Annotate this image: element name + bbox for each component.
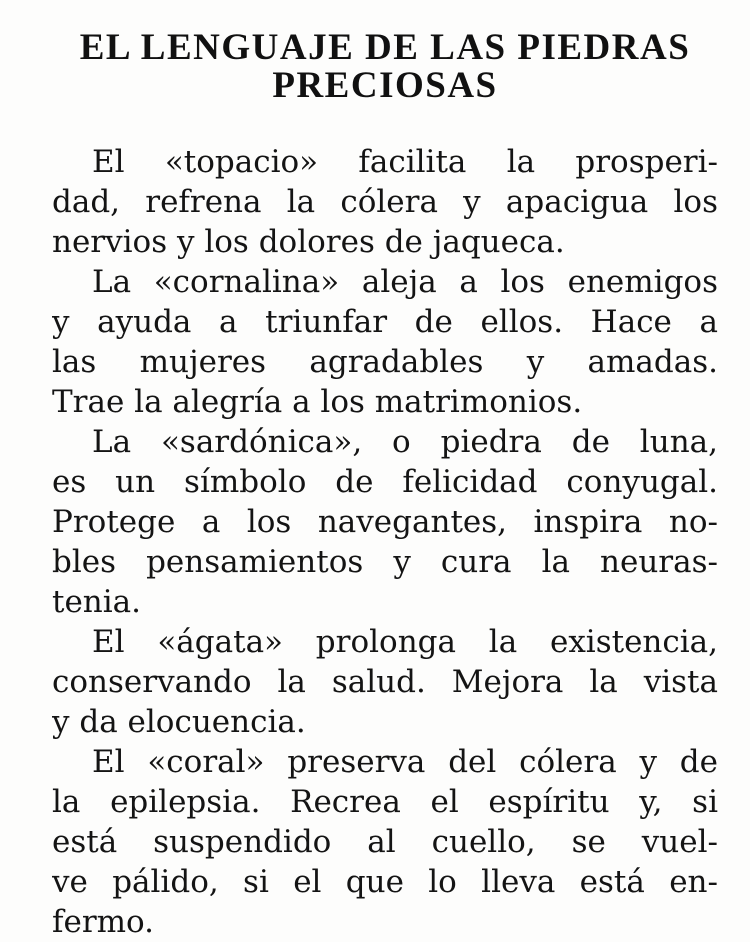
article-title-line-1: EL LENGUAJE DE LAS PIEDRAS <box>79 27 691 68</box>
text-line: y da elocuencia. <box>52 704 306 740</box>
text-line: El «ágata» prolonga la existencia, <box>92 624 718 660</box>
text-line: las mujeres agradables y amadas. <box>52 344 718 380</box>
text-line: bles pensamientos y cura la neuras- <box>52 544 718 580</box>
article-title-line-2: PRECIOSAS <box>272 65 498 106</box>
text-line: y ayuda a triunfar de ellos. Hace a <box>52 304 718 340</box>
article-body <box>52 142 718 942</box>
text-line: La «sardónica», o piedra de luna, <box>92 424 718 460</box>
text-line: dad, refrena la cólera y apacigua los <box>52 184 718 220</box>
text-line: Trae la alegría a los matrimonios. <box>52 384 583 420</box>
text-line: fermo. <box>52 904 155 940</box>
text-line: ve pálido, si el que lo lleva está en- <box>52 864 718 900</box>
text-line: nervios y los dolores de jaqueca. <box>52 224 565 260</box>
text-line: la epilepsia. Recrea el espíritu y, si <box>52 784 718 820</box>
text-line: El «coral» preserva del cólera y de <box>92 744 718 780</box>
text-line: tenia. <box>52 584 142 620</box>
text-line: Protege a los navegantes, inspira no- <box>52 504 718 540</box>
text-line: es un símbolo de felicidad conyugal. <box>52 464 718 500</box>
text-line: El «topacio» facilita la prosperi- <box>92 144 718 180</box>
text-line: La «cornalina» aleja a los enemigos <box>92 264 718 300</box>
text-line: está suspendido al cuello, se vuel- <box>52 824 718 860</box>
text-line: conservando la salud. Mejora la vista <box>52 664 718 700</box>
